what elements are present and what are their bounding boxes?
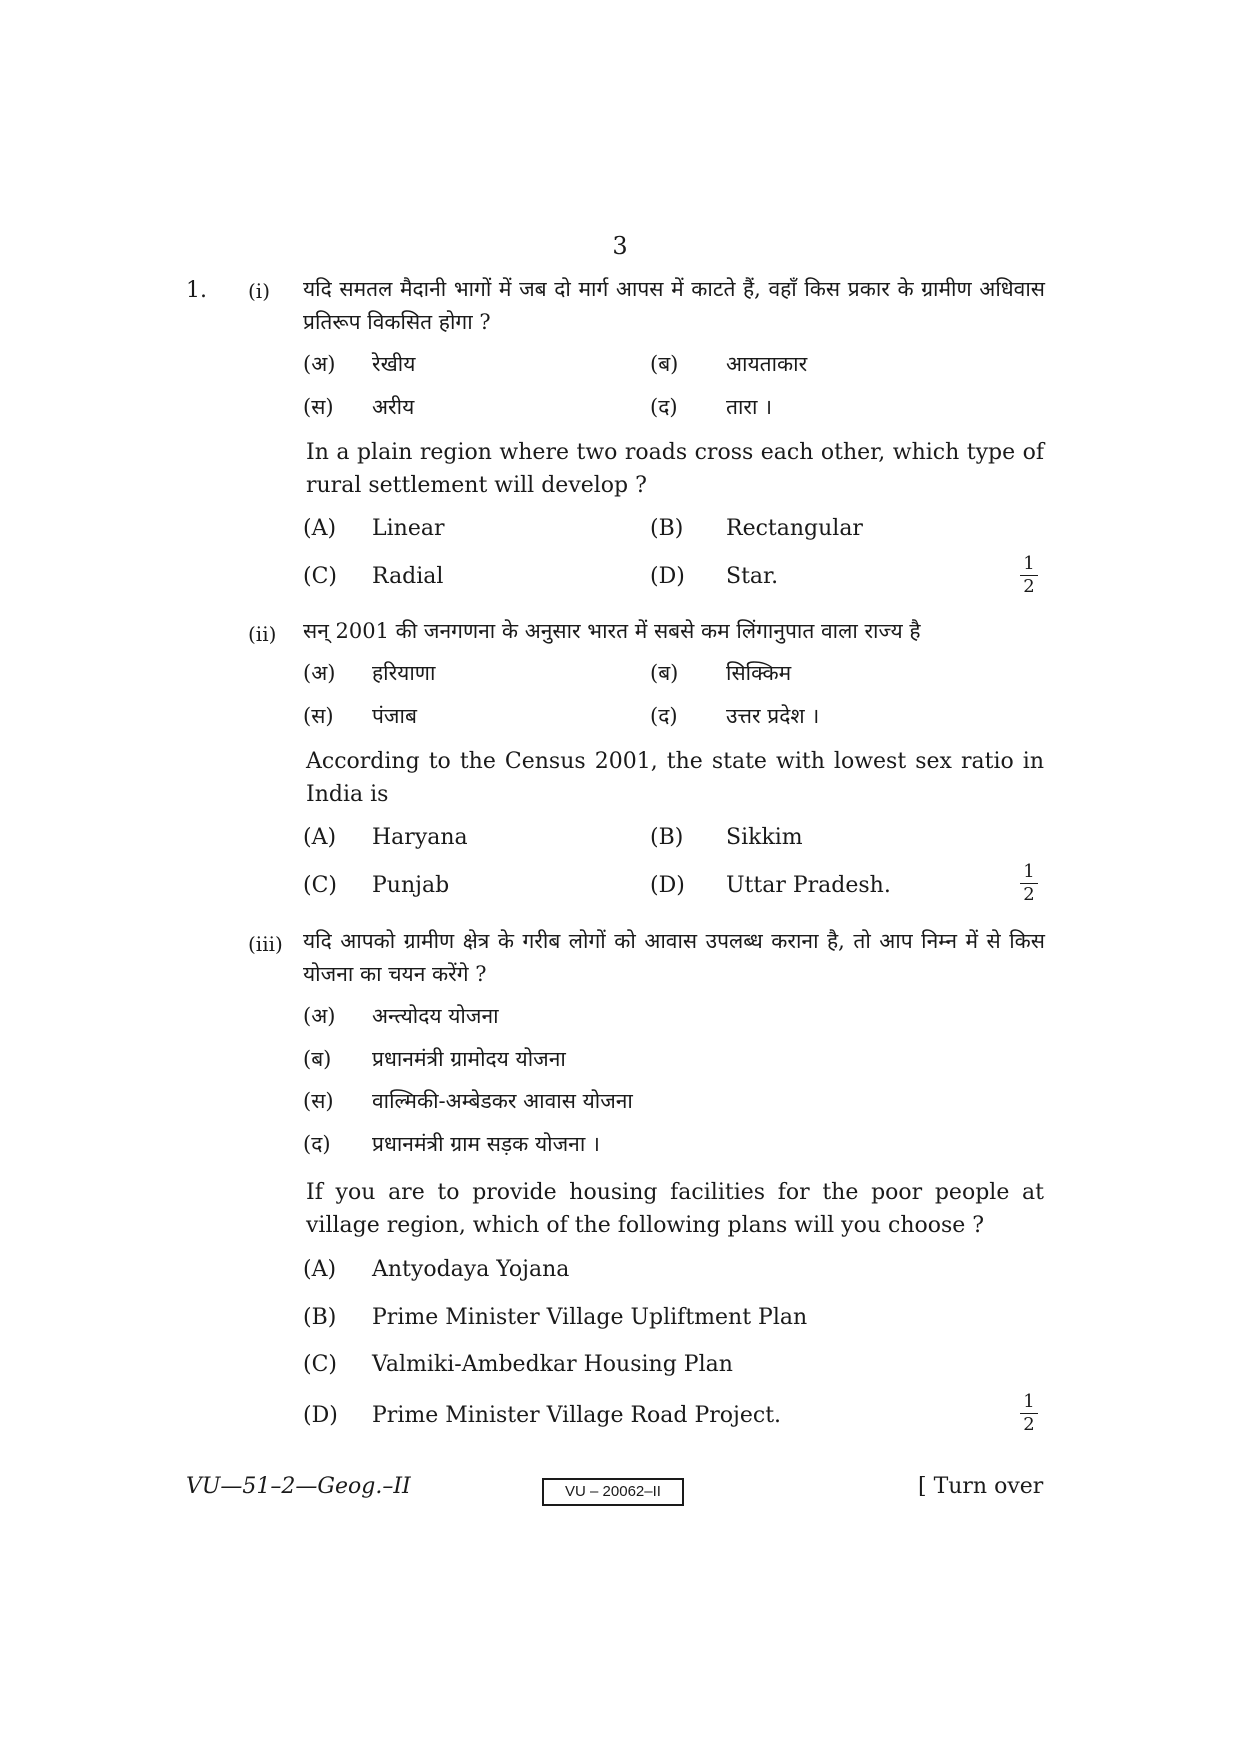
option-label: (अ) — [303, 1004, 336, 1028]
option-text: हरियाणा — [372, 661, 436, 685]
option-label: (द) — [303, 1132, 331, 1156]
option-text: अन्त्योदय योजना — [372, 1004, 499, 1028]
option-text: Star. — [726, 564, 779, 589]
part-label: (iii) — [248, 932, 283, 956]
option-label: (ब) — [650, 352, 679, 376]
option-text: Valmiki-Ambedkar Housing Plan — [372, 1352, 733, 1377]
paper-code: VU—51–2—Geog.–II — [186, 1474, 411, 1499]
marks-numerator: 1 — [1023, 1391, 1035, 1412]
option-label: (B) — [650, 516, 684, 541]
option-text: Uttar Pradesh. — [726, 873, 891, 898]
option-text: Rectangular — [726, 516, 863, 541]
page-number: 3 — [612, 232, 628, 260]
option-label: (स) — [303, 1089, 334, 1113]
marks-fraction — [1018, 1392, 1040, 1435]
option-label: (C) — [303, 564, 337, 589]
english-question: According to the Census 2001, the state with lowest sex ratio in India is — [306, 749, 1044, 807]
option-label: (द) — [650, 395, 678, 419]
option-text: वाल्मिकी-अम्बेडकर आवास योजना — [372, 1089, 633, 1113]
option-label: (C) — [303, 873, 337, 898]
question-number: 1. — [186, 278, 207, 303]
option-text: Punjab — [372, 873, 450, 898]
option-text: Sikkim — [726, 825, 803, 850]
option-label: (D) — [303, 1403, 338, 1428]
option-label: (C) — [303, 1352, 337, 1377]
option-label: (अ) — [303, 661, 336, 685]
option-text: Antyodaya Yojana — [372, 1257, 570, 1282]
option-text: प्रधानमंत्री ग्राम सड़क योजना । — [372, 1132, 600, 1156]
option-label: (B) — [303, 1305, 337, 1330]
option-text: सिक्किम — [726, 661, 792, 685]
option-text: रेखीय — [372, 352, 416, 376]
option-text: पंजाब — [372, 704, 417, 728]
booklet-code-box: VU – 20062–II — [542, 1478, 684, 1506]
option-label: (स) — [303, 395, 334, 419]
option-text: Prime Minister Village Upliftment Plan — [372, 1305, 808, 1330]
option-text: Prime Minister Village Road Project. — [372, 1403, 782, 1428]
hindi-question: सन् 2001 की जनगणना के अनुसार भारत में सबसे कम लिंगानुपात वाला राज्य है — [303, 619, 921, 643]
marks-fraction — [1018, 862, 1040, 905]
option-label: (B) — [650, 825, 684, 850]
option-label: (A) — [303, 1257, 337, 1282]
option-label: (A) — [303, 825, 337, 850]
option-label: (D) — [650, 873, 685, 898]
option-text: तारा । — [726, 395, 773, 419]
hindi-question: यदि समतल मैदानी भागों में जब दो मार्ग आपस में काटते हैं, वहाँ किस प्रकार के ग्रामीण अधिवास प्रतिरूप विकसित होगा ? — [303, 277, 1045, 334]
marks-numerator: 1 — [1023, 553, 1035, 574]
marks-denominator: 2 — [1023, 884, 1035, 905]
option-text: Linear — [372, 516, 445, 541]
option-text: उत्तर प्रदेश । — [726, 704, 820, 728]
option-label: (अ) — [303, 352, 336, 376]
option-label: (स) — [303, 704, 334, 728]
english-question: If you are to provide housing facilities for the poor people at village region, which of the following plans will you choose ? — [306, 1180, 1044, 1238]
option-label: (द) — [650, 704, 678, 728]
option-text: Radial — [372, 564, 444, 589]
marks-denominator: 2 — [1023, 1414, 1035, 1435]
option-label: (A) — [303, 516, 337, 541]
option-label: (D) — [650, 564, 685, 589]
option-text: आयताकार — [726, 352, 808, 376]
option-text: Haryana — [372, 825, 468, 850]
english-question: In a plain region where two roads cross each other, which type of rural settlement will develop ? — [306, 440, 1044, 498]
part-label: (ii) — [248, 622, 277, 646]
turn-over-note: [ Turn over — [918, 1474, 1044, 1499]
option-label: (ब) — [303, 1047, 332, 1071]
marks-numerator: 1 — [1023, 861, 1035, 882]
marks-fraction — [1018, 554, 1040, 597]
marks-denominator: 2 — [1023, 576, 1035, 597]
option-text: प्रधानमंत्री ग्रामोदय योजना — [372, 1047, 566, 1071]
option-text: अरीय — [372, 395, 415, 419]
option-label: (ब) — [650, 661, 679, 685]
hindi-question: यदि आपको ग्रामीण क्षेत्र के गरीब लोगों को आवास उपलब्ध कराना है, तो आप निम्न में से किस योजना का चयन करेंगे ? — [303, 929, 1045, 986]
part-label: (i) — [248, 279, 271, 303]
